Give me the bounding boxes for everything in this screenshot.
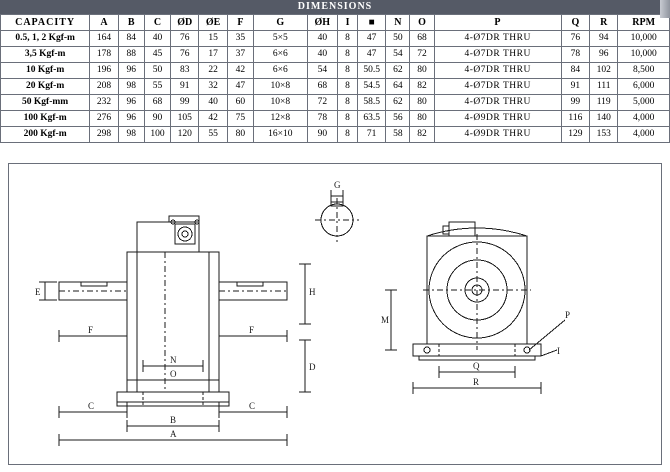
- column-header-f: F: [227, 15, 253, 31]
- cell-q: 84: [561, 63, 589, 79]
- cell-e: 42: [199, 111, 227, 127]
- cell-rpm: 4,000: [618, 111, 670, 127]
- cell-r: 119: [590, 95, 618, 111]
- cell-b: 98: [118, 127, 144, 143]
- cell-p: 4-Ø7DR THRU: [434, 31, 561, 47]
- cell-n: 62: [386, 95, 410, 111]
- cell-h: 78: [307, 111, 337, 127]
- cell-capacity: 200 Kgf-m: [1, 127, 90, 143]
- cell-c: 90: [144, 111, 170, 127]
- cell-r: 111: [590, 79, 618, 95]
- column-header-o: O: [410, 15, 434, 31]
- cell-h: 68: [307, 79, 337, 95]
- cell-p: 4-Ø9DR THRU: [434, 111, 561, 127]
- cell-f: 60: [227, 95, 253, 111]
- column-header-diameter-d: ØD: [171, 15, 199, 31]
- corner-gradient-decoration: [660, 0, 670, 18]
- cell-capacity: 20 Kgf-m: [1, 79, 90, 95]
- cell-d: 76: [171, 47, 199, 63]
- cell-rpm: 8,500: [618, 63, 670, 79]
- cell-e: 22: [199, 63, 227, 79]
- cell-r: 140: [590, 111, 618, 127]
- cell-o: 68: [410, 31, 434, 47]
- column-header-q: Q: [561, 15, 589, 31]
- cell-r: 94: [590, 31, 618, 47]
- cell-i: 8: [338, 63, 358, 79]
- cell-h: 72: [307, 95, 337, 111]
- table-row: [1, 127, 670, 143]
- label-f-right: F: [249, 325, 255, 335]
- base-plate: [117, 392, 229, 402]
- cell-c: 55: [144, 79, 170, 95]
- cell-d: 83: [171, 63, 199, 79]
- cell-n: 56: [386, 111, 410, 127]
- cell-square: 47: [358, 47, 386, 63]
- cell-b: 84: [118, 31, 144, 47]
- cell-p: 4-Ø7DR THRU: [434, 79, 561, 95]
- table-header-row: [1, 15, 670, 31]
- cell-b: 96: [118, 63, 144, 79]
- cell-a: 232: [90, 95, 118, 111]
- column-header-rpm: RPM: [618, 15, 670, 31]
- cell-g: 5×5: [254, 31, 308, 47]
- cell-rpm: 5,000: [618, 95, 670, 111]
- table-row: [1, 63, 670, 79]
- cell-p: 4-Ø7DR THRU: [434, 63, 561, 79]
- cell-r: 96: [590, 47, 618, 63]
- column-header-a: A: [90, 15, 118, 31]
- cell-e: 55: [199, 127, 227, 143]
- label-r: R: [473, 377, 480, 387]
- bolt-hole: [424, 347, 430, 353]
- cell-d: 120: [171, 127, 199, 143]
- cell-capacity: 100 Kgf-m: [1, 111, 90, 127]
- label-m: M: [381, 315, 390, 325]
- label-f-left: F: [88, 325, 94, 335]
- cell-f: 75: [227, 111, 253, 127]
- cell-e: 15: [199, 31, 227, 47]
- cell-h: 40: [307, 47, 337, 63]
- cell-a: 164: [90, 31, 118, 47]
- column-header-g: G: [254, 15, 308, 31]
- label-c-right: C: [249, 401, 256, 411]
- cell-q: 99: [561, 95, 589, 111]
- cell-p: 4-Ø7DR THRU: [434, 95, 561, 111]
- label-h: H: [309, 287, 316, 297]
- cell-square: 47: [358, 31, 386, 47]
- table-row: [1, 31, 670, 47]
- cell-capacity: 3,5 Kgf-m: [1, 47, 90, 63]
- cell-square: 54.5: [358, 79, 386, 95]
- cell-b: 88: [118, 47, 144, 63]
- cell-o: 82: [410, 79, 434, 95]
- cell-rpm: 10,000: [618, 31, 670, 47]
- cell-a: 178: [90, 47, 118, 63]
- cell-g: 10×8: [254, 79, 308, 95]
- cell-c: 45: [144, 47, 170, 63]
- cell-g: 16×10: [254, 127, 308, 143]
- cell-b: 96: [118, 95, 144, 111]
- column-header-c: C: [144, 15, 170, 31]
- cell-o: 82: [410, 127, 434, 143]
- cell-r: 153: [590, 127, 618, 143]
- label-c-left: C: [88, 401, 95, 411]
- cell-n: 64: [386, 79, 410, 95]
- column-header-diameter-h: ØH: [307, 15, 337, 31]
- cell-a: 276: [90, 111, 118, 127]
- cell-a: 208: [90, 79, 118, 95]
- label-q: Q: [473, 361, 480, 371]
- drawing-svg: [9, 164, 659, 462]
- cell-i: 8: [338, 47, 358, 63]
- cell-r: 102: [590, 63, 618, 79]
- cell-n: 62: [386, 63, 410, 79]
- cell-capacity: 0.5, 1, 2 Kgf-m: [1, 31, 90, 47]
- column-header-r: R: [590, 15, 618, 31]
- cell-f: 35: [227, 31, 253, 47]
- cell-h: 90: [307, 127, 337, 143]
- cell-o: 80: [410, 95, 434, 111]
- cell-e: 32: [199, 79, 227, 95]
- cell-a: 196: [90, 63, 118, 79]
- table-row: [1, 111, 670, 127]
- table-row: [1, 47, 670, 63]
- cell-square: 50.5: [358, 63, 386, 79]
- cell-square: 63.5: [358, 111, 386, 127]
- label-b: B: [170, 415, 177, 425]
- cell-q: 78: [561, 47, 589, 63]
- cell-i: 8: [338, 79, 358, 95]
- cell-d: 76: [171, 31, 199, 47]
- label-e: E: [35, 287, 41, 297]
- cell-g: 12×8: [254, 111, 308, 127]
- cell-c: 50: [144, 63, 170, 79]
- cell-q: 116: [561, 111, 589, 127]
- cell-h: 54: [307, 63, 337, 79]
- label-a: A: [170, 429, 177, 439]
- cell-rpm: 10,000: [618, 47, 670, 63]
- dimensions-table: [0, 14, 670, 143]
- cell-g: 10×8: [254, 95, 308, 111]
- cell-b: 96: [118, 111, 144, 127]
- column-header-p: P: [434, 15, 561, 31]
- cell-e: 17: [199, 47, 227, 63]
- cell-c: 68: [144, 95, 170, 111]
- cell-d: 99: [171, 95, 199, 111]
- label-i: I: [557, 346, 560, 356]
- cell-a: 298: [90, 127, 118, 143]
- cell-f: 37: [227, 47, 253, 63]
- column-header-diameter-e: ØE: [199, 15, 227, 31]
- cell-o: 80: [410, 63, 434, 79]
- cell-c: 40: [144, 31, 170, 47]
- table-row: [1, 95, 670, 111]
- cell-b: 98: [118, 79, 144, 95]
- cell-p: 4-Ø9DR THRU: [434, 127, 561, 143]
- column-header-capacity: CAPACITY: [1, 15, 90, 31]
- cell-i: 8: [338, 127, 358, 143]
- cell-o: 72: [410, 47, 434, 63]
- cell-capacity: 50 Kgf-mm: [1, 95, 90, 111]
- cell-e: 40: [199, 95, 227, 111]
- table-row: [1, 79, 670, 95]
- column-header-b: B: [118, 15, 144, 31]
- label-g: G: [334, 180, 341, 190]
- cell-rpm: 4,000: [618, 127, 670, 143]
- label-n: N: [170, 355, 177, 365]
- cell-o: 80: [410, 111, 434, 127]
- column-header-i: I: [338, 15, 358, 31]
- cell-n: 50: [386, 31, 410, 47]
- cell-n: 58: [386, 127, 410, 143]
- cell-i: 8: [338, 95, 358, 111]
- column-header-n: N: [386, 15, 410, 31]
- cell-q: 91: [561, 79, 589, 95]
- column-header-square: ■: [358, 15, 386, 31]
- cell-f: 42: [227, 63, 253, 79]
- cell-g: 6×6: [254, 63, 308, 79]
- cell-f: 47: [227, 79, 253, 95]
- cell-q: 76: [561, 31, 589, 47]
- cell-n: 54: [386, 47, 410, 63]
- cell-i: 8: [338, 31, 358, 47]
- cell-f: 80: [227, 127, 253, 143]
- cell-d: 91: [171, 79, 199, 95]
- cell-q: 129: [561, 127, 589, 143]
- cell-square: 58.5: [358, 95, 386, 111]
- cell-c: 100: [144, 127, 170, 143]
- page-title: DIMENSIONS: [297, 1, 373, 12]
- label-d: D: [309, 362, 316, 372]
- dimensions-title-bar: [0, 0, 670, 14]
- label-p: P: [565, 310, 571, 320]
- cell-capacity: 10 Kgf-m: [1, 63, 90, 79]
- cell-g: 6×6: [254, 47, 308, 63]
- cell-p: 4-Ø7DR THRU: [434, 47, 561, 63]
- cell-i: 8: [338, 111, 358, 127]
- cell-rpm: 6,000: [618, 79, 670, 95]
- cell-h: 40: [307, 31, 337, 47]
- label-o: O: [170, 369, 177, 379]
- top-housing: [137, 222, 199, 252]
- cell-d: 105: [171, 111, 199, 127]
- technical-drawing-panel: [8, 163, 662, 465]
- cell-square: 71: [358, 127, 386, 143]
